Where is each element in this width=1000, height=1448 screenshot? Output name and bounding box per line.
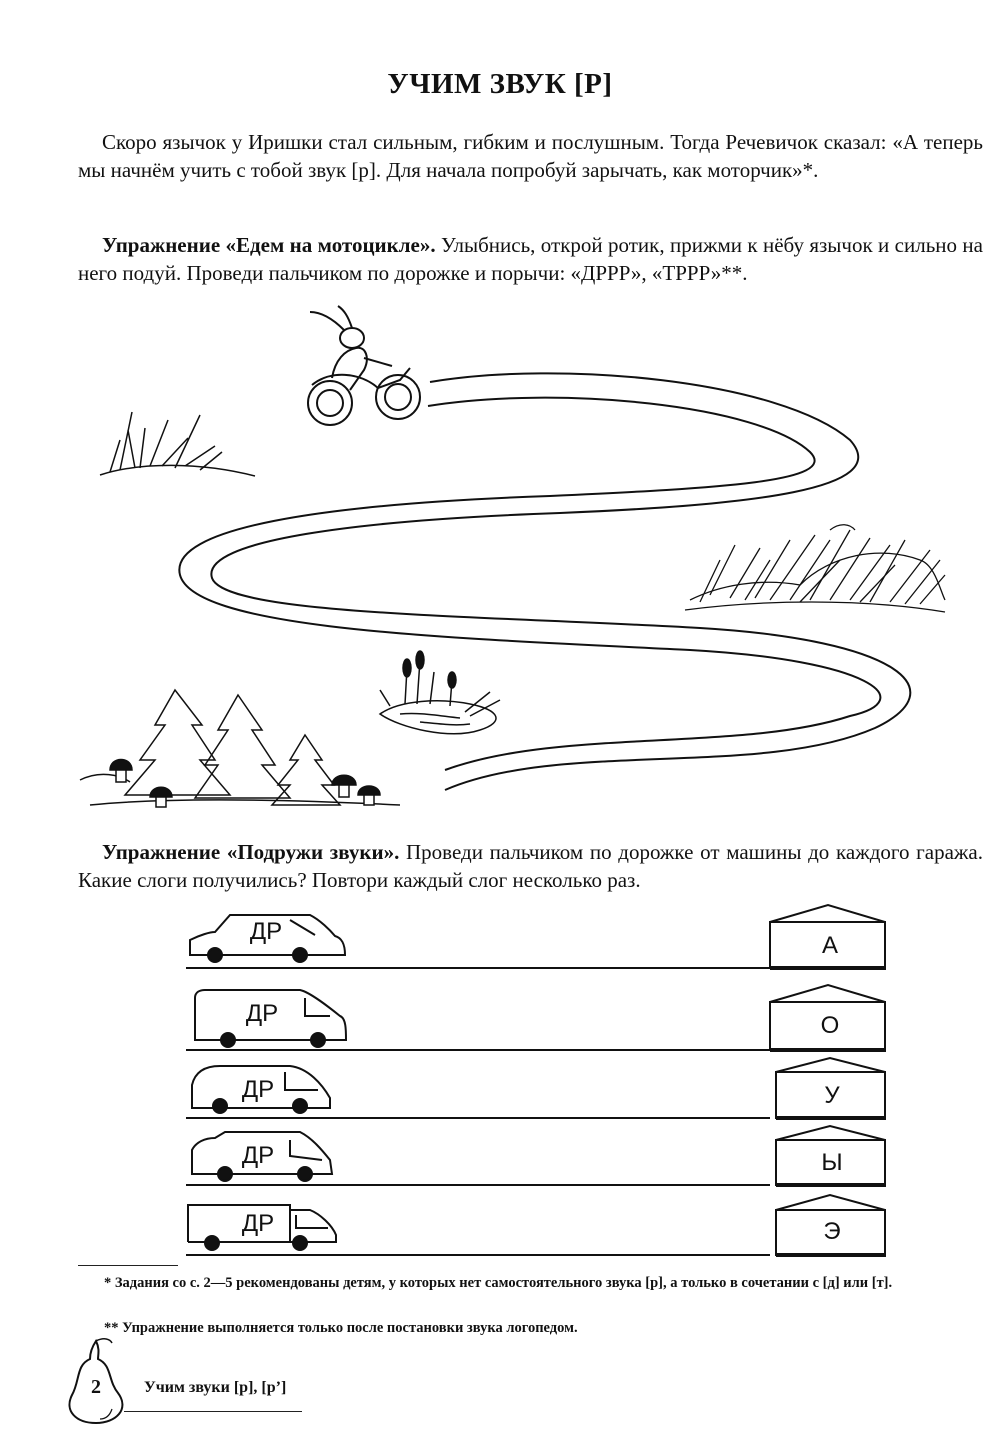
intro-paragraph: [78, 128, 983, 184]
garage-label: Э: [823, 1218, 841, 1245]
road-illustration: [0, 300, 1000, 820]
garage-label: У: [824, 1082, 840, 1109]
footnote-2-text: ** Упражнение выполняется только после постановки звука логопедом.: [104, 1320, 578, 1336]
running-head-rule: [124, 1411, 302, 1412]
exercise1-text: Улыбнись, открой ротик, прижми к нёбу язычок и сильно на него подуй. Проведи пальчиком по дорожке и порычи: «ДРРР», «ТРРР»**.: [78, 233, 983, 285]
exercise1-paragraph: [78, 231, 983, 287]
garage-label: Ы: [821, 1149, 843, 1176]
pond-icon: [380, 651, 500, 734]
grass-tuft-icon: [100, 412, 255, 476]
footnote-1: [78, 1273, 983, 1293]
car-label: ДР: [241, 1142, 275, 1169]
exercise2-paragraph: [78, 838, 983, 894]
footnote-2: [78, 1318, 983, 1338]
exercise2-text: Проведи пальчиком по дорожке от машины до каждого гаража. Какие слоги получились? Повтори каждый слог несколько раз.: [78, 840, 983, 892]
page-number: 2: [91, 1376, 101, 1398]
rabbit-motorcycle-icon: [308, 306, 420, 425]
road-inner-edge: [179, 398, 880, 770]
running-head: Учим звуки [р], [р’]: [144, 1379, 287, 1396]
footnote-divider: [78, 1265, 178, 1266]
car-label: ДР: [245, 1000, 279, 1027]
reeds-icon: [685, 525, 945, 612]
car-label: ДР: [249, 918, 283, 945]
intro-text: Скоро язычок у Иришки стал сильным, гибким и послушным. Тогда Речевичок сказал: «А теперь мы начнём учить с тобой звук [р]. Для начала попробуй зарычать, как моторчик»*.: [78, 130, 983, 182]
garage-label: А: [821, 932, 838, 959]
page-title: УЧИМ ЗВУК [Р]: [387, 68, 613, 100]
car-label: ДР: [241, 1210, 275, 1237]
car-label: ДР: [241, 1076, 275, 1103]
exercise1-title: Упражнение «Едем на мотоцикле».: [102, 233, 436, 257]
footnote-1-text: * Задания со с. 2—5 рекомендованы детям, у которых нет самостоятельного звука [р], а только в сочетании с [д] или [т].: [104, 1275, 893, 1291]
garage-label: О: [820, 1012, 840, 1039]
exercise2-title: Упражнение «Подружи звуки».: [102, 840, 400, 864]
fir-tree-icon: [80, 690, 400, 805]
